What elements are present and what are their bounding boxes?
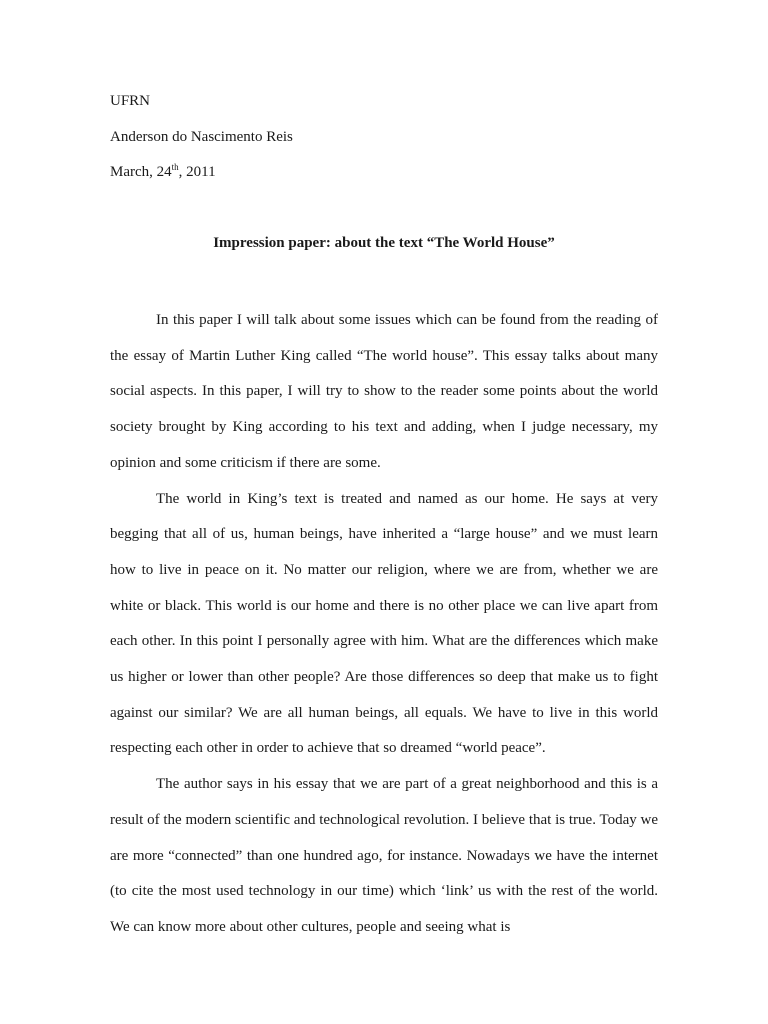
body-text <box>110 303 658 946</box>
paragraph-2: The world in King’s text is treated and named as our home. He says at very begging that all of us, human beings, have inherited a “large house” and we must learn how to live in peace on it. No matter our religion, where we are from, whether we are white or black. This world is our home and there is no other place we can live apart from each other. In this point I personally agree with him. What are the differences which make us higher or lower than other people? Are those differences so deep that make us to fight against our similar? We are all human beings, all equals. We have to live in this world respecting each other in order to achieve that so dreamed “world peace”. <box>110 490 658 757</box>
paper-title: Impression paper: about the text “The World House” <box>213 235 555 251</box>
date-line <box>110 163 216 181</box>
paragraph-1: In this paper I will talk about some issues which can be found from the reading of the essay of Martin Luther King called “The world house”. This essay talks about many social aspects. In this paper, I will try to show to the reader some points about the world society brought by King according to his text and adding, when I judge necessary, my opinion and some criticism if there are some. <box>110 312 658 471</box>
author-line: Anderson do Nascimento Reis <box>110 129 293 145</box>
paragraph-3: The author says in his essay that we are part of a great neighborhood and this is a result of the modern scientific and technological revolution. I believe that is true. Today we are more “connected” than one hundred ago, for instance. Nowadays we have the internet (to cite the most used technology in our time) which ‘link’ us with the rest of the world. We can know more about other cultures, people and seeing what is <box>110 776 658 935</box>
date-ordinal-suffix: th <box>171 162 179 172</box>
date-prefix: March, 24 <box>110 164 172 180</box>
date-year: , 2011 <box>178 164 216 180</box>
institution-line: UFRN <box>110 93 151 109</box>
